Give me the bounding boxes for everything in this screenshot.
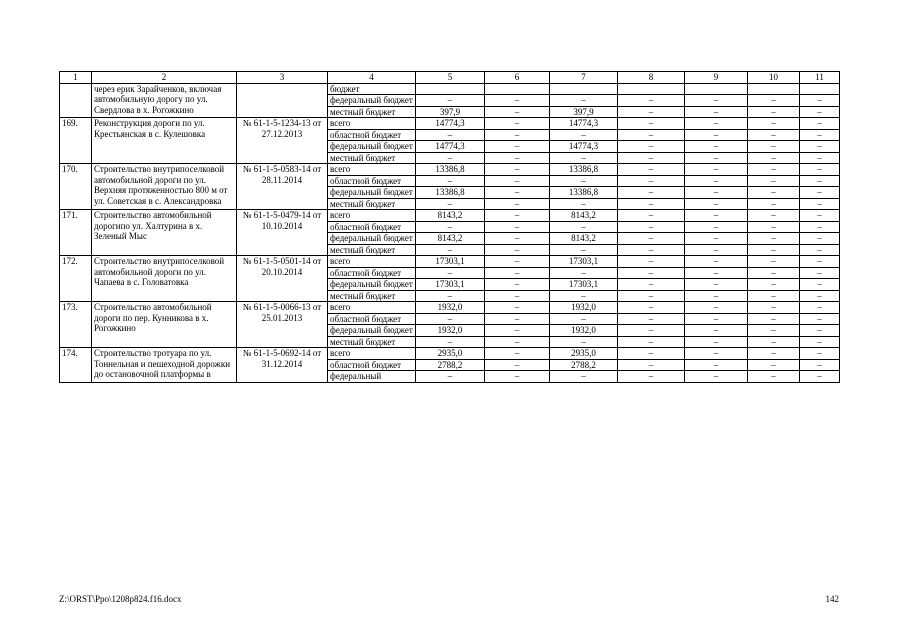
amount-cell: –	[550, 129, 618, 141]
permit-number: № 61-1-5-1234-13 от 27.12.2013	[237, 118, 328, 164]
object-name: через ерик Зарайченков, включая автомобильную дорогу по ул. Свердлова в х. Рогожкино	[92, 83, 237, 118]
amount-cell: 13386,8	[550, 164, 618, 176]
amount-cell: –	[618, 371, 685, 383]
amount-cell: –	[685, 118, 748, 130]
table-row	[60, 210, 840, 222]
amount-cell: 14774,3	[550, 141, 618, 153]
amount-cell: –	[685, 359, 748, 371]
amount-cell	[800, 83, 840, 95]
funding-source: областной бюджет	[328, 221, 416, 233]
amount-cell: –	[685, 95, 748, 107]
amount-cell: –	[685, 279, 748, 291]
amount-cell: –	[748, 325, 800, 337]
amount-cell: –	[800, 175, 840, 187]
object-number: 171.	[60, 210, 92, 256]
funding-source: федеральный бюджет	[328, 279, 416, 291]
amount-cell: –	[416, 244, 485, 256]
amount-cell: –	[618, 302, 685, 314]
table-row	[60, 164, 840, 176]
amount-cell: –	[618, 290, 685, 302]
amount-cell: –	[748, 290, 800, 302]
amount-cell: –	[800, 152, 840, 164]
amount-cell: –	[550, 267, 618, 279]
amount-cell: 8143,2	[416, 233, 485, 245]
permit-number: № 61-1-5-0583-14 от 28.11.2014	[237, 164, 328, 210]
table-row	[60, 302, 840, 314]
amount-cell: –	[618, 95, 685, 107]
funding-source: всего	[328, 348, 416, 360]
funding-source: областной бюджет	[328, 129, 416, 141]
amount-cell: 13386,8	[416, 187, 485, 199]
amount-cell: –	[800, 302, 840, 314]
amount-cell: 1932,0	[550, 325, 618, 337]
column-number: 11	[800, 72, 840, 84]
permit-number: № 61-1-5-0479-14 от 10.10.2014	[237, 210, 328, 256]
amount-cell: –	[550, 336, 618, 348]
amount-cell: –	[550, 313, 618, 325]
amount-cell: –	[800, 187, 840, 199]
amount-cell: –	[800, 221, 840, 233]
object-name: Строительство автомобильной дорогипо ул. Халтурина в х. Зеленый Мыс	[92, 210, 237, 256]
amount-cell: –	[748, 371, 800, 383]
table-row	[60, 256, 840, 268]
amount-cell: –	[800, 348, 840, 360]
amount-cell	[685, 83, 748, 95]
amount-cell: –	[550, 221, 618, 233]
amount-cell: –	[416, 267, 485, 279]
amount-cell	[618, 83, 685, 95]
amount-cell: –	[748, 210, 800, 222]
amount-cell: –	[618, 129, 685, 141]
amount-cell: –	[800, 371, 840, 383]
amount-cell: –	[800, 267, 840, 279]
object-number	[60, 83, 92, 118]
column-number: 7	[550, 72, 618, 84]
funding-source: федеральный бюджет	[328, 325, 416, 337]
amount-cell: 2788,2	[416, 359, 485, 371]
permit-number: № 61-1-5-0501-14 от 20.10.2014	[237, 256, 328, 302]
amount-cell: –	[618, 336, 685, 348]
amount-cell: –	[748, 348, 800, 360]
amount-cell: –	[748, 129, 800, 141]
table-row	[60, 83, 840, 95]
amount-cell: –	[685, 198, 748, 210]
amount-cell: –	[618, 106, 685, 118]
amount-cell: –	[748, 302, 800, 314]
amount-cell: –	[748, 164, 800, 176]
amount-cell	[416, 83, 485, 95]
amount-cell: –	[485, 359, 550, 371]
column-number: 2	[92, 72, 237, 84]
budget-table	[59, 71, 840, 383]
amount-cell: –	[748, 244, 800, 256]
funding-source: местный бюджет	[328, 198, 416, 210]
amount-cell: 14774,3	[550, 118, 618, 130]
amount-cell: –	[685, 141, 748, 153]
amount-cell: –	[485, 95, 550, 107]
amount-cell: –	[416, 198, 485, 210]
amount-cell: –	[485, 279, 550, 291]
table-row	[60, 118, 840, 130]
amount-cell: –	[485, 336, 550, 348]
amount-cell: –	[748, 118, 800, 130]
amount-cell: –	[685, 175, 748, 187]
object-name: Строительство автомобильной дороги по пер. Кунникова в х. Рогожкино	[92, 302, 237, 348]
funding-source: всего	[328, 164, 416, 176]
object-number: 169.	[60, 118, 92, 164]
amount-cell: –	[485, 175, 550, 187]
amount-cell: –	[685, 221, 748, 233]
amount-cell: 397,9	[550, 106, 618, 118]
column-number: 1	[60, 72, 92, 84]
amount-cell: –	[685, 256, 748, 268]
amount-cell: –	[485, 302, 550, 314]
funding-source: местный бюджет	[328, 336, 416, 348]
amount-cell: –	[748, 187, 800, 199]
amount-cell: 1932,0	[416, 325, 485, 337]
amount-cell: –	[550, 152, 618, 164]
funding-source: всего	[328, 302, 416, 314]
funding-source: местный бюджет	[328, 106, 416, 118]
amount-cell: –	[550, 175, 618, 187]
amount-cell: –	[618, 210, 685, 222]
amount-cell: –	[618, 279, 685, 291]
amount-cell: –	[685, 302, 748, 314]
column-number-row	[60, 72, 840, 84]
amount-cell: –	[618, 244, 685, 256]
column-number: 8	[618, 72, 685, 84]
amount-cell: –	[800, 325, 840, 337]
amount-cell	[550, 83, 618, 95]
amount-cell: 2935,0	[550, 348, 618, 360]
amount-cell: –	[748, 359, 800, 371]
column-number: 5	[416, 72, 485, 84]
amount-cell: –	[485, 141, 550, 153]
amount-cell: 14774,3	[416, 118, 485, 130]
amount-cell: –	[800, 210, 840, 222]
amount-cell: –	[800, 164, 840, 176]
amount-cell: –	[618, 175, 685, 187]
amount-cell: –	[748, 313, 800, 325]
amount-cell: –	[800, 256, 840, 268]
amount-cell: 14774,3	[416, 141, 485, 153]
amount-cell: –	[618, 348, 685, 360]
amount-cell: –	[618, 313, 685, 325]
amount-cell: 8143,2	[416, 210, 485, 222]
amount-cell: –	[485, 371, 550, 383]
funding-source: местный бюджет	[328, 244, 416, 256]
amount-cell: 8143,2	[550, 233, 618, 245]
amount-cell: –	[550, 290, 618, 302]
amount-cell: –	[485, 221, 550, 233]
amount-cell: –	[800, 336, 840, 348]
funding-source: местный бюджет	[328, 290, 416, 302]
amount-cell: –	[800, 106, 840, 118]
amount-cell: –	[416, 152, 485, 164]
amount-cell: –	[748, 279, 800, 291]
amount-cell: –	[748, 95, 800, 107]
amount-cell: –	[800, 279, 840, 291]
amount-cell: –	[550, 244, 618, 256]
amount-cell: –	[685, 152, 748, 164]
amount-cell: –	[485, 290, 550, 302]
amount-cell: –	[685, 336, 748, 348]
amount-cell: 13386,8	[416, 164, 485, 176]
amount-cell	[485, 83, 550, 95]
column-number: 10	[748, 72, 800, 84]
table-row	[60, 348, 840, 360]
amount-cell: –	[618, 152, 685, 164]
amount-cell: –	[485, 129, 550, 141]
amount-cell: –	[685, 371, 748, 383]
amount-cell: –	[685, 313, 748, 325]
amount-cell: 397,9	[416, 106, 485, 118]
amount-cell: –	[800, 141, 840, 153]
amount-cell: –	[800, 313, 840, 325]
amount-cell: –	[685, 348, 748, 360]
amount-cell: –	[485, 267, 550, 279]
amount-cell: –	[485, 152, 550, 164]
funding-source: федеральный бюджет	[328, 141, 416, 153]
column-number: 6	[485, 72, 550, 84]
amount-cell: –	[485, 348, 550, 360]
funding-source: областной бюджет	[328, 313, 416, 325]
amount-cell: –	[416, 95, 485, 107]
amount-cell: –	[618, 325, 685, 337]
amount-cell: –	[485, 187, 550, 199]
object-name: Строительство тротуара по ул. Тоннельная и пешеходной дорожки до остановочной платформы в	[92, 348, 237, 383]
amount-cell: –	[685, 325, 748, 337]
amount-cell	[748, 83, 800, 95]
amount-cell: –	[618, 198, 685, 210]
amount-cell: –	[800, 244, 840, 256]
amount-cell: –	[748, 141, 800, 153]
amount-cell: –	[416, 175, 485, 187]
amount-cell: –	[685, 129, 748, 141]
amount-cell: –	[685, 210, 748, 222]
amount-cell: –	[485, 210, 550, 222]
amount-cell: –	[485, 106, 550, 118]
object-name: Строительство внутрипоселковой автомобильной дороги по ул. Чапаева в с. Головатовка	[92, 256, 237, 302]
amount-cell: 17303,1	[550, 256, 618, 268]
funding-source: всего	[328, 210, 416, 222]
amount-cell: 17303,1	[550, 279, 618, 291]
amount-cell: 1932,0	[550, 302, 618, 314]
amount-cell: 2935,0	[416, 348, 485, 360]
amount-cell: –	[550, 198, 618, 210]
amount-cell: –	[685, 267, 748, 279]
column-number: 9	[685, 72, 748, 84]
amount-cell: –	[618, 256, 685, 268]
amount-cell: –	[416, 290, 485, 302]
amount-cell: –	[748, 233, 800, 245]
amount-cell: –	[416, 221, 485, 233]
funding-source: областной бюджет	[328, 267, 416, 279]
amount-cell: –	[485, 244, 550, 256]
amount-cell: –	[485, 198, 550, 210]
amount-cell: –	[685, 244, 748, 256]
amount-cell: –	[800, 233, 840, 245]
amount-cell: –	[800, 129, 840, 141]
object-name: Реконструкция дороги по ул. Крестьянская в с. Кулешовка	[92, 118, 237, 164]
amount-cell: –	[748, 267, 800, 279]
amount-cell: –	[748, 336, 800, 348]
funding-source: федеральный бюджет	[328, 233, 416, 245]
funding-source: федеральный	[328, 371, 416, 383]
amount-cell: –	[618, 164, 685, 176]
amount-cell: –	[685, 290, 748, 302]
amount-cell: –	[618, 141, 685, 153]
object-number: 172.	[60, 256, 92, 302]
amount-cell: –	[618, 359, 685, 371]
funding-source: бюджет	[328, 83, 416, 95]
amount-cell: –	[748, 152, 800, 164]
file-path: Z:\ORST\Ppo\1208p824.f16.docx	[59, 594, 182, 604]
amount-cell: –	[800, 359, 840, 371]
amount-cell: 17303,1	[416, 256, 485, 268]
amount-cell: –	[685, 106, 748, 118]
object-number: 170.	[60, 164, 92, 210]
amount-cell: –	[416, 129, 485, 141]
amount-cell: –	[685, 233, 748, 245]
amount-cell: –	[416, 336, 485, 348]
column-number: 4	[328, 72, 416, 84]
amount-cell: –	[748, 256, 800, 268]
amount-cell: –	[485, 233, 550, 245]
object-number: 173.	[60, 302, 92, 348]
funding-source: всего	[328, 256, 416, 268]
funding-source: местный бюджет	[328, 152, 416, 164]
amount-cell: –	[618, 118, 685, 130]
amount-cell: –	[618, 233, 685, 245]
amount-cell: –	[800, 118, 840, 130]
amount-cell: –	[748, 106, 800, 118]
column-number: 3	[237, 72, 328, 84]
amount-cell: 1932,0	[416, 302, 485, 314]
permit-number: № 61-1-5-0692-14 от 31.12.2014	[237, 348, 328, 383]
amount-cell: –	[485, 118, 550, 130]
amount-cell: 2788,2	[550, 359, 618, 371]
amount-cell: –	[485, 313, 550, 325]
amount-cell: –	[748, 198, 800, 210]
amount-cell: –	[618, 187, 685, 199]
funding-source: федеральный бюджет	[328, 95, 416, 107]
object-name: Строительство внутрипоселковой автомобильной дороги по ул. Верхняя протяженностью 800 м от ул. Советская в с. Александровка	[92, 164, 237, 210]
amount-cell: –	[550, 371, 618, 383]
amount-cell: –	[550, 95, 618, 107]
object-number: 174.	[60, 348, 92, 383]
amount-cell: –	[485, 325, 550, 337]
amount-cell: 17303,1	[416, 279, 485, 291]
amount-cell: –	[685, 187, 748, 199]
funding-source: всего	[328, 118, 416, 130]
amount-cell: –	[800, 290, 840, 302]
amount-cell: –	[748, 221, 800, 233]
amount-cell: 8143,2	[550, 210, 618, 222]
funding-source: областной бюджет	[328, 175, 416, 187]
amount-cell: –	[618, 221, 685, 233]
amount-cell: –	[485, 256, 550, 268]
page-number: 142	[825, 594, 839, 604]
funding-source: федеральный бюджет	[328, 187, 416, 199]
permit-number	[237, 83, 328, 118]
amount-cell: –	[685, 164, 748, 176]
permit-number: № 61-1-5-0066-13 от 25.01.2013	[237, 302, 328, 348]
amount-cell: –	[416, 313, 485, 325]
amount-cell: –	[800, 95, 840, 107]
amount-cell: –	[416, 371, 485, 383]
amount-cell: –	[485, 164, 550, 176]
amount-cell: 13386,8	[550, 187, 618, 199]
amount-cell: –	[800, 198, 840, 210]
funding-source: областной бюджет	[328, 359, 416, 371]
amount-cell: –	[618, 267, 685, 279]
amount-cell: –	[748, 175, 800, 187]
